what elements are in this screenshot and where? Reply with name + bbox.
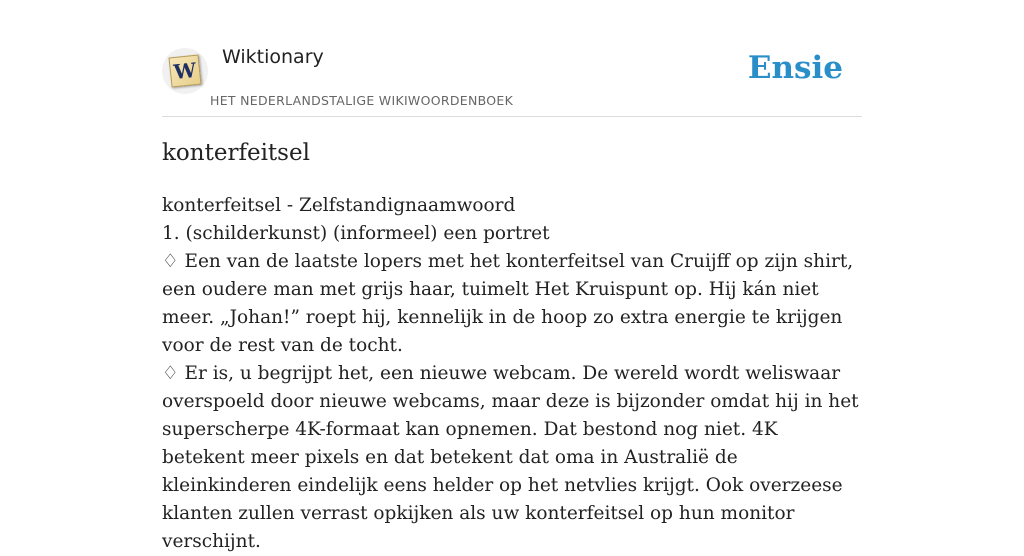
entry-content	[162, 192, 862, 556]
site-name[interactable]: Wiktionary	[222, 46, 324, 68]
entry-title: konterfeitsel	[162, 140, 310, 166]
wiktionary-logo[interactable]	[162, 48, 208, 94]
entry-heading: konterfeitsel - Zelfstandignaamwoord	[162, 195, 516, 216]
ensie-brand-logo[interactable]: Ensie	[747, 50, 843, 86]
example-sentence: ♢ Er is, u begrijpt het, een nieuwe webcam. De wereld wordt weliswaar overspoeld door nieuwe webcams, maar deze is bijzonder omdat hij in het superscherpe 4K-formaat kan opnemen. Dat bestond nog niet. 4K betekent meer pixels en dat betekent dat oma in Australië de kleinkinderen eindelijk eens helder op het netvlies krijgt. Ook overzeese klanten zullen verrast opkijken als uw konterfeitsel op hun monitor verschijnt.	[162, 363, 859, 552]
w-tile-icon: W	[169, 55, 202, 88]
example-sentence: ♢ Een van de laatste lopers met het konterfeitsel van Cruijff op zijn shirt, een oudere man met grijs haar, tuimelt Het Kruispunt op. Hij kán niet meer. „Johan!” roept hij, kennelijk in de hoop zo extra energie te krijgen voor de rest van de tocht.	[162, 251, 854, 356]
entry-definition: 1. (schilderkunst) (informeel) een portret	[162, 223, 550, 244]
site-tagline: HET NEDERLANDSTALIGE WIKIWOORDENBOEK	[210, 93, 514, 108]
site-header	[162, 0, 862, 117]
